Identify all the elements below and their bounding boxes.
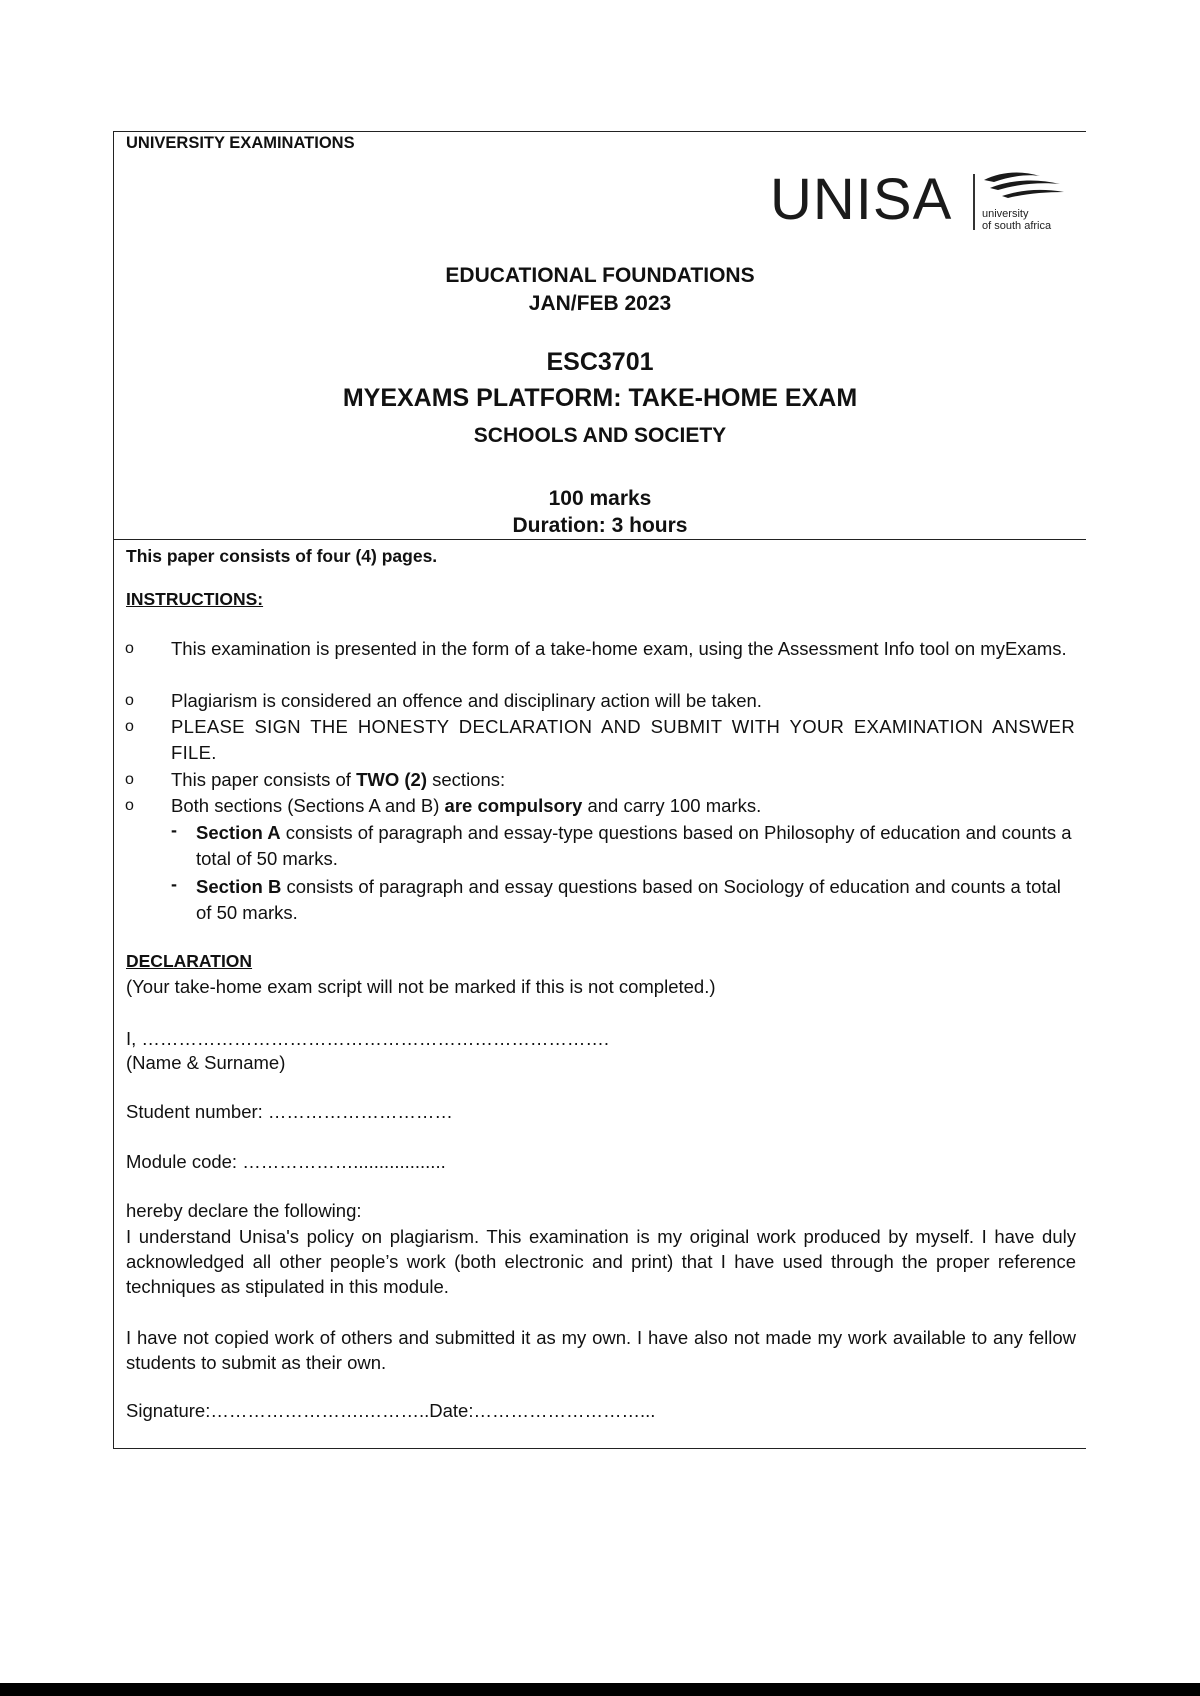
name-caption: (Name & Surname) bbox=[126, 1052, 286, 1073]
duration: Duration: 3 hours bbox=[512, 514, 688, 537]
module-code-field[interactable]: Module code: ……………….................. bbox=[126, 1151, 446, 1172]
section-b-description bbox=[196, 874, 1076, 926]
declaration-paragraph-1: I understand Unisa's policy on plagiarism. This examination is my original work produced by myself. I have duly acknowledged all other people’s work (both electronic and print) that I have used through the proper reference techniques as stipulated in this module. bbox=[126, 1226, 1076, 1297]
logo-wing-icon bbox=[980, 170, 1070, 206]
module-code-title: ESC3701 bbox=[546, 348, 654, 376]
module-name: SCHOOLS AND SOCIETY bbox=[473, 424, 727, 447]
logo-subtitle-line1: university bbox=[982, 208, 1029, 220]
logo-subtitle bbox=[982, 208, 1051, 232]
pages-note: This paper consists of four (4) pages. bbox=[126, 546, 438, 566]
instructions-heading: INSTRUCTIONS: bbox=[126, 589, 264, 609]
student-number-field[interactable]: Student number: ………………………… bbox=[126, 1101, 453, 1122]
instruction-item-compulsory bbox=[171, 793, 1075, 819]
declaration-paragraph-2: I have not copied work of others and submitted it as my own. I have also not made my work available to any fellow students to submit as their own. bbox=[126, 1327, 1076, 1373]
signature-date-field[interactable]: Signature:…………………….………..Date:………………………... bbox=[126, 1400, 656, 1421]
bullet-marker: o bbox=[125, 640, 134, 657]
bullet-marker: o bbox=[125, 771, 134, 788]
logo-subtitle-line2: of south africa bbox=[982, 220, 1052, 232]
section-b-text: consists of paragraph and essay questions based on Sociology of education and counts a total of 50 marks. bbox=[196, 876, 1061, 923]
compulsory-prefix: Both sections (Sections A and B) bbox=[171, 795, 445, 816]
section-b-label: Section B bbox=[196, 876, 282, 897]
section-a-text: consists of paragraph and essay-type questions based on Philosophy of education and counts a total of 50 marks. bbox=[196, 822, 1072, 869]
sections-suffix: sections: bbox=[427, 769, 506, 790]
section-a-label: Section A bbox=[196, 822, 281, 843]
total-marks: 100 marks bbox=[548, 487, 652, 510]
instruction-item: This examination is presented in the form of a take-home exam, using the Assessment Info tool on myExams. bbox=[171, 638, 1067, 659]
unisa-logo bbox=[770, 166, 1070, 238]
sub-bullet-dash: - bbox=[171, 820, 177, 840]
instruction-item: Plagiarism is considered an offence and disciplinary action will be taken. bbox=[171, 690, 762, 711]
sections-count: TWO (2) bbox=[356, 769, 427, 790]
instruction-item-sections bbox=[171, 767, 1075, 793]
logo-wordmark: UNISA bbox=[770, 167, 953, 232]
section-divider bbox=[113, 539, 1086, 540]
bullet-marker: o bbox=[125, 692, 134, 709]
exam-session: JAN/FEB 2023 bbox=[528, 292, 672, 315]
logo-divider bbox=[973, 174, 975, 230]
declaration-note: (Your take-home exam script will not be marked if this is not completed.) bbox=[126, 976, 716, 997]
compulsory-suffix: and carry 100 marks. bbox=[582, 795, 762, 816]
sub-bullet-dash: - bbox=[171, 874, 177, 894]
page-bottom-bar bbox=[0, 1683, 1200, 1696]
name-field[interactable]: I, …………………………………………………………………. bbox=[126, 1028, 610, 1049]
platform-title: MYEXAMS PLATFORM: TAKE-HOME EXAM bbox=[342, 384, 858, 412]
bullet-marker: o bbox=[125, 797, 134, 814]
bullet-marker: o bbox=[125, 718, 134, 735]
course-title: EDUCATIONAL FOUNDATIONS bbox=[445, 264, 755, 287]
declaration-heading: DECLARATION bbox=[126, 951, 253, 971]
compulsory-bold: are compulsory bbox=[444, 795, 583, 816]
instruction-item: PLEASE SIGN THE HONESTY DECLARATION AND SUBMIT WITH YOUR EXAMINATION ANSWER FILE. bbox=[171, 716, 1075, 763]
sections-prefix: This paper consists of bbox=[171, 769, 357, 790]
declaration-intro: hereby declare the following: bbox=[126, 1200, 362, 1221]
university-examinations-label: UNIVERSITY EXAMINATIONS bbox=[126, 134, 355, 152]
section-a-description bbox=[196, 820, 1076, 872]
